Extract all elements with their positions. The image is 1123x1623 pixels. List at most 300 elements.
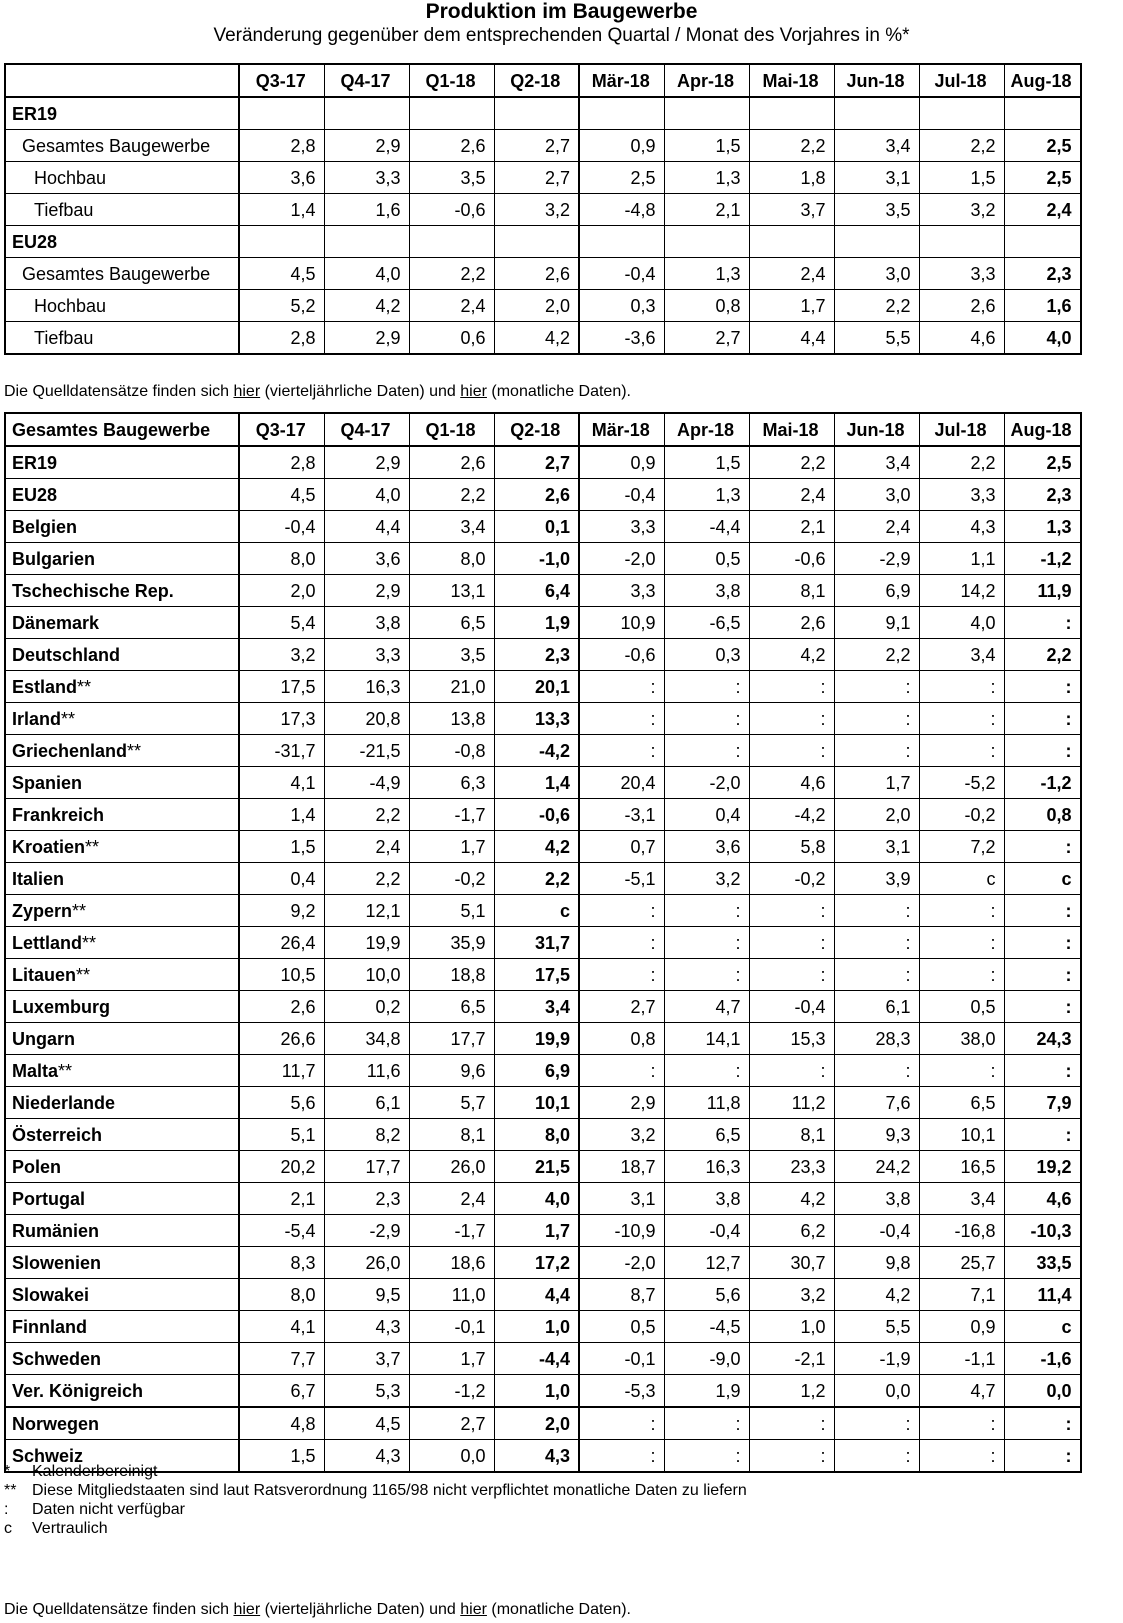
value-cell: :: [834, 735, 919, 767]
row-label: [5, 991, 239, 1023]
value-cell: 11,2: [749, 1087, 834, 1119]
value-cell: 17,7: [324, 1151, 409, 1183]
value-cell: 8,2: [324, 1119, 409, 1151]
row-label: [5, 1151, 239, 1183]
empty-cell: [664, 97, 749, 130]
table-row: [5, 959, 1081, 991]
footnote: [4, 1481, 747, 1500]
value-cell: :: [1004, 991, 1081, 1023]
value-cell: 2,4: [749, 479, 834, 511]
row-label: [5, 639, 239, 671]
table-row: [5, 322, 1081, 355]
country-name: Malta: [12, 1060, 59, 1081]
value-cell: 2,5: [1004, 446, 1081, 479]
value-cell: 0,6: [409, 322, 494, 355]
value-cell: 10,1: [494, 1087, 579, 1119]
empty-cell: [749, 97, 834, 130]
country-name: Schweiz: [12, 1445, 84, 1466]
value-cell: -3,1: [579, 799, 664, 831]
value-cell: 3,2: [664, 863, 749, 895]
value-cell: 16,3: [324, 671, 409, 703]
monthly-data-link[interactable]: hier: [460, 1601, 487, 1618]
table-row: [5, 607, 1081, 639]
footnote-text: Kalenderbereinigt: [32, 1463, 158, 1480]
value-cell: 17,3: [239, 703, 324, 735]
row-label: Hochbau: [5, 290, 239, 322]
country-name: Estland: [12, 676, 78, 697]
value-cell: 2,6: [239, 991, 324, 1023]
value-cell: 21,0: [409, 671, 494, 703]
value-cell: 5,8: [749, 831, 834, 863]
value-cell: 20,2: [239, 1151, 324, 1183]
row-label: [5, 671, 239, 703]
value-cell: 1,1: [919, 543, 1004, 575]
column-header: Apr-18: [664, 64, 749, 97]
source-note-suffix: (monatliche Daten).: [486, 1601, 631, 1618]
value-cell: 3,2: [919, 194, 1004, 226]
value-cell: 2,6: [494, 258, 579, 290]
value-cell: 3,3: [919, 479, 1004, 511]
value-cell: 19,9: [324, 927, 409, 959]
column-header: Mär-18: [579, 64, 664, 97]
value-cell: 0,8: [664, 290, 749, 322]
value-cell: 8,1: [409, 1119, 494, 1151]
value-cell: 0,9: [579, 446, 664, 479]
country-name: Griechenland: [12, 740, 128, 761]
value-cell: 0,5: [579, 1311, 664, 1343]
value-cell: 0,7: [579, 831, 664, 863]
value-cell: 4,3: [494, 1440, 579, 1473]
value-cell: 9,8: [834, 1247, 919, 1279]
empty-cell: [409, 226, 494, 258]
value-cell: 4,5: [239, 258, 324, 290]
table-row: [5, 831, 1081, 863]
value-cell: 17,5: [494, 959, 579, 991]
value-cell: -31,7: [239, 735, 324, 767]
value-cell: 2,8: [239, 446, 324, 479]
value-cell: 2,9: [324, 322, 409, 355]
value-cell: -1,2: [1004, 543, 1081, 575]
value-cell: 4,4: [494, 1279, 579, 1311]
source-note-suffix: (monatliche Daten).: [486, 383, 631, 400]
value-cell: 2,1: [239, 1183, 324, 1215]
column-header: Q2-18: [494, 413, 579, 446]
value-cell: 2,9: [324, 575, 409, 607]
value-cell: 2,4: [409, 290, 494, 322]
value-cell: 3,2: [239, 639, 324, 671]
value-cell: :: [749, 1407, 834, 1440]
row-label: [5, 767, 239, 799]
country-name: Luxemburg: [12, 996, 111, 1017]
value-cell: -1,1: [919, 1343, 1004, 1375]
value-cell: -21,5: [324, 735, 409, 767]
country-name: Rumänien: [12, 1220, 100, 1241]
value-cell: :: [1004, 1119, 1081, 1151]
table-row: [5, 575, 1081, 607]
value-cell: :: [749, 895, 834, 927]
table-row: [5, 162, 1081, 194]
table-row: [5, 639, 1081, 671]
value-cell: 2,6: [494, 479, 579, 511]
value-cell: 3,4: [409, 511, 494, 543]
value-cell: 26,0: [324, 1247, 409, 1279]
row-label: [5, 607, 239, 639]
row-label: [5, 1375, 239, 1408]
column-header-corner: Gesamtes Baugewerbe: [5, 413, 239, 446]
value-cell: 0,0: [834, 1375, 919, 1408]
value-cell: 9,3: [834, 1119, 919, 1151]
source-note-middle: (vierteljährliche Daten) und: [260, 383, 461, 400]
value-cell: 8,0: [239, 1279, 324, 1311]
value-cell: 12,1: [324, 895, 409, 927]
value-cell: :: [834, 959, 919, 991]
value-cell: 2,3: [1004, 479, 1081, 511]
value-cell: :: [664, 1440, 749, 1473]
value-cell: 25,7: [919, 1247, 1004, 1279]
table-row: [5, 895, 1081, 927]
row-label: [5, 959, 239, 991]
quarterly-data-link[interactable]: hier: [233, 383, 261, 400]
country-name: Zypern: [12, 900, 73, 921]
value-cell: :: [1004, 959, 1081, 991]
value-cell: -0,8: [409, 735, 494, 767]
empty-cell: [409, 97, 494, 130]
value-cell: 2,4: [409, 1183, 494, 1215]
value-cell: 13,8: [409, 703, 494, 735]
value-cell: 4,6: [749, 767, 834, 799]
empty-cell: [834, 226, 919, 258]
value-cell: 8,0: [494, 1119, 579, 1151]
value-cell: c: [494, 895, 579, 927]
value-cell: 2,2: [919, 130, 1004, 162]
value-cell: 31,7: [494, 927, 579, 959]
quarterly-data-link[interactable]: hier: [233, 1601, 261, 1618]
value-cell: :: [579, 1407, 664, 1440]
country-name: Schweden: [12, 1348, 102, 1369]
row-label: [5, 1119, 239, 1151]
value-cell: 1,0: [494, 1311, 579, 1343]
value-cell: 4,3: [919, 511, 1004, 543]
value-cell: 3,4: [834, 446, 919, 479]
source-note-2: [4, 1600, 631, 1619]
value-cell: 3,6: [239, 162, 324, 194]
table-row: [5, 799, 1081, 831]
value-cell: 6,1: [324, 1087, 409, 1119]
column-header: Apr-18: [664, 413, 749, 446]
footnote-text: Diese Mitgliedstaaten sind laut Ratsverordnung 1165/98 nicht verpflichtet monatliche Daten zu liefern: [32, 1482, 747, 1499]
row-label: Tiefbau: [5, 322, 239, 355]
value-cell: 10,5: [239, 959, 324, 991]
value-cell: :: [579, 959, 664, 991]
value-cell: :: [1004, 1407, 1081, 1440]
value-cell: 2,7: [409, 1407, 494, 1440]
value-cell: :: [834, 703, 919, 735]
group-label: ER19: [5, 97, 239, 130]
value-cell: -1,2: [1004, 767, 1081, 799]
value-cell: :: [919, 671, 1004, 703]
value-cell: 1,6: [324, 194, 409, 226]
footnote-symbol: **: [4, 1482, 17, 1499]
footnote-symbol: :: [4, 1501, 9, 1518]
value-cell: 7,6: [834, 1087, 919, 1119]
empty-cell: [579, 226, 664, 258]
table-row: [5, 671, 1081, 703]
value-cell: 8,0: [239, 543, 324, 575]
value-cell: 4,5: [324, 1407, 409, 1440]
country-name: Niederlande: [12, 1092, 116, 1113]
value-cell: :: [579, 1440, 664, 1473]
table-row: [5, 290, 1081, 322]
country-name: Ungarn: [12, 1028, 75, 1049]
value-cell: -10,9: [579, 1215, 664, 1247]
table-row: [5, 735, 1081, 767]
value-cell: -9,0: [664, 1343, 749, 1375]
value-cell: -1,9: [834, 1343, 919, 1375]
value-cell: 2,7: [664, 322, 749, 355]
value-cell: 6,5: [664, 1119, 749, 1151]
value-cell: 3,3: [324, 639, 409, 671]
value-cell: 4,2: [324, 290, 409, 322]
value-cell: -5,3: [579, 1375, 664, 1408]
value-cell: 3,4: [919, 1183, 1004, 1215]
value-cell: 0,9: [579, 130, 664, 162]
value-cell: :: [919, 703, 1004, 735]
value-cell: 8,1: [749, 575, 834, 607]
value-cell: -5,2: [919, 767, 1004, 799]
value-cell: :: [579, 895, 664, 927]
value-cell: :: [664, 671, 749, 703]
value-cell: 4,6: [919, 322, 1004, 355]
value-cell: -0,4: [579, 479, 664, 511]
value-cell: 2,2: [834, 639, 919, 671]
value-cell: c: [1004, 863, 1081, 895]
row-label: [5, 1087, 239, 1119]
footnote: [4, 1519, 108, 1538]
value-cell: 3,5: [409, 162, 494, 194]
value-cell: 1,6: [1004, 290, 1081, 322]
value-cell: 3,2: [579, 1119, 664, 1151]
value-cell: 7,9: [1004, 1087, 1081, 1119]
value-cell: :: [749, 671, 834, 703]
table-row: [5, 479, 1081, 511]
footnote: [4, 1462, 157, 1481]
row-label: [5, 1343, 239, 1375]
column-header: Jun-18: [834, 413, 919, 446]
value-cell: 4,2: [494, 322, 579, 355]
value-cell: 26,4: [239, 927, 324, 959]
value-cell: 30,7: [749, 1247, 834, 1279]
empty-cell: [1004, 226, 1081, 258]
country-name: Lettland: [12, 932, 82, 953]
aggregate-table: [4, 63, 1082, 355]
country-footnote-mark: **: [82, 932, 97, 953]
table-row: [5, 130, 1081, 162]
country-footnote-mark: **: [127, 740, 142, 761]
value-cell: -2,0: [579, 1247, 664, 1279]
value-cell: :: [579, 927, 664, 959]
value-cell: 2,2: [324, 863, 409, 895]
value-cell: 26,6: [239, 1023, 324, 1055]
value-cell: 4,7: [919, 1375, 1004, 1408]
value-cell: 2,6: [919, 290, 1004, 322]
country-name: Portugal: [12, 1188, 86, 1209]
value-cell: 1,5: [664, 130, 749, 162]
value-cell: 2,7: [494, 130, 579, 162]
value-cell: -1,7: [409, 1215, 494, 1247]
table-row: [5, 991, 1081, 1023]
value-cell: 1,3: [1004, 511, 1081, 543]
column-header-corner: [5, 64, 239, 97]
value-cell: 1,4: [494, 767, 579, 799]
value-cell: 3,4: [834, 130, 919, 162]
value-cell: 5,5: [834, 322, 919, 355]
value-cell: :: [579, 1055, 664, 1087]
value-cell: 0,9: [919, 1311, 1004, 1343]
empty-cell: [664, 226, 749, 258]
value-cell: 9,2: [239, 895, 324, 927]
value-cell: 0,8: [1004, 799, 1081, 831]
empty-cell: [834, 97, 919, 130]
value-cell: -0,2: [919, 799, 1004, 831]
value-cell: :: [749, 703, 834, 735]
value-cell: -1,2: [409, 1375, 494, 1408]
country-name: ER19: [12, 452, 58, 473]
value-cell: 0,3: [579, 290, 664, 322]
source-note-prefix: Die Quelldatensätze finden sich: [4, 383, 234, 400]
empty-cell: [1004, 97, 1081, 130]
column-header: Q1-18: [409, 413, 494, 446]
value-cell: 4,0: [494, 1183, 579, 1215]
column-header: Q4-17: [324, 64, 409, 97]
value-cell: 2,0: [494, 1407, 579, 1440]
country-name: Tschechische Rep.: [12, 580, 174, 601]
monthly-data-link[interactable]: hier: [460, 383, 487, 400]
value-cell: 2,7: [494, 446, 579, 479]
country-name: EU28: [12, 484, 58, 505]
value-cell: -2,0: [664, 767, 749, 799]
empty-cell: [324, 226, 409, 258]
value-cell: 1,3: [664, 258, 749, 290]
value-cell: -4,4: [664, 511, 749, 543]
value-cell: 1,4: [239, 194, 324, 226]
value-cell: 1,9: [494, 607, 579, 639]
table-row: [5, 446, 1081, 479]
row-label: Gesamtes Baugewerbe: [5, 258, 239, 290]
value-cell: -0,4: [664, 1215, 749, 1247]
value-cell: :: [919, 1055, 1004, 1087]
country-name: Italien: [12, 868, 65, 889]
value-cell: 9,6: [409, 1055, 494, 1087]
country-name: Frankreich: [12, 804, 105, 825]
value-cell: 14,2: [919, 575, 1004, 607]
value-cell: 3,7: [749, 194, 834, 226]
value-cell: :: [834, 1440, 919, 1473]
row-label: [5, 1215, 239, 1247]
value-cell: 28,3: [834, 1023, 919, 1055]
value-cell: 4,2: [834, 1279, 919, 1311]
value-cell: -5,4: [239, 1215, 324, 1247]
value-cell: :: [579, 671, 664, 703]
value-cell: 0,3: [664, 639, 749, 671]
value-cell: -4,8: [579, 194, 664, 226]
row-label: [5, 927, 239, 959]
value-cell: -0,6: [749, 543, 834, 575]
value-cell: 24,2: [834, 1151, 919, 1183]
value-cell: :: [1004, 1440, 1081, 1473]
table-row: [5, 927, 1081, 959]
value-cell: 3,8: [834, 1183, 919, 1215]
value-cell: 0,5: [919, 991, 1004, 1023]
empty-cell: [749, 226, 834, 258]
column-header: Mai-18: [749, 413, 834, 446]
value-cell: :: [664, 1055, 749, 1087]
value-cell: 1,2: [749, 1375, 834, 1408]
table-row: [5, 1119, 1081, 1151]
table-row: [5, 1055, 1081, 1087]
country-name: Finnland: [12, 1316, 87, 1337]
page-subtitle: Veränderung gegenüber dem entsprechenden Quartal / Monat des Vorjahres in %*: [213, 25, 910, 46]
row-label: [5, 511, 239, 543]
row-label: [5, 895, 239, 927]
value-cell: 20,8: [324, 703, 409, 735]
value-cell: 4,4: [324, 511, 409, 543]
value-cell: 5,6: [239, 1087, 324, 1119]
table-row: [5, 1279, 1081, 1311]
row-label: [5, 735, 239, 767]
table-row: [5, 1375, 1081, 1408]
footnote-symbol: *: [4, 1463, 11, 1480]
row-label: Gesamtes Baugewerbe: [5, 130, 239, 162]
value-cell: 5,6: [664, 1279, 749, 1311]
value-cell: 7,2: [919, 831, 1004, 863]
value-cell: 2,8: [239, 322, 324, 355]
country-name: Irland: [12, 708, 62, 729]
column-header: Q1-18: [409, 64, 494, 97]
value-cell: 3,4: [919, 639, 1004, 671]
value-cell: 2,2: [1004, 639, 1081, 671]
value-cell: 6,7: [239, 1375, 324, 1408]
header-row: [5, 64, 1081, 97]
value-cell: -0,4: [239, 511, 324, 543]
value-cell: -4,4: [494, 1343, 579, 1375]
value-cell: 1,7: [494, 1215, 579, 1247]
value-cell: 2,3: [494, 639, 579, 671]
country-name: Deutschland: [12, 644, 121, 665]
value-cell: 4,0: [324, 258, 409, 290]
table-row: [5, 1087, 1081, 1119]
table-row: [5, 1247, 1081, 1279]
value-cell: 2,2: [749, 130, 834, 162]
value-cell: 2,2: [409, 258, 494, 290]
footnote-symbol: c: [4, 1520, 12, 1537]
value-cell: :: [749, 927, 834, 959]
table-row: [5, 1311, 1081, 1343]
table-row: [5, 703, 1081, 735]
row-label: [5, 1247, 239, 1279]
value-cell: -0,4: [834, 1215, 919, 1247]
value-cell: 3,0: [834, 479, 919, 511]
footnote-text: Vertraulich: [32, 1520, 108, 1537]
value-cell: 2,2: [919, 446, 1004, 479]
value-cell: 16,5: [919, 1151, 1004, 1183]
value-cell: -4,9: [324, 767, 409, 799]
value-cell: 3,5: [409, 639, 494, 671]
source-note-1: [4, 382, 631, 401]
column-header: Q4-17: [324, 413, 409, 446]
country-table: [4, 412, 1082, 1473]
value-cell: 1,9: [664, 1375, 749, 1408]
table-row: [5, 194, 1081, 226]
